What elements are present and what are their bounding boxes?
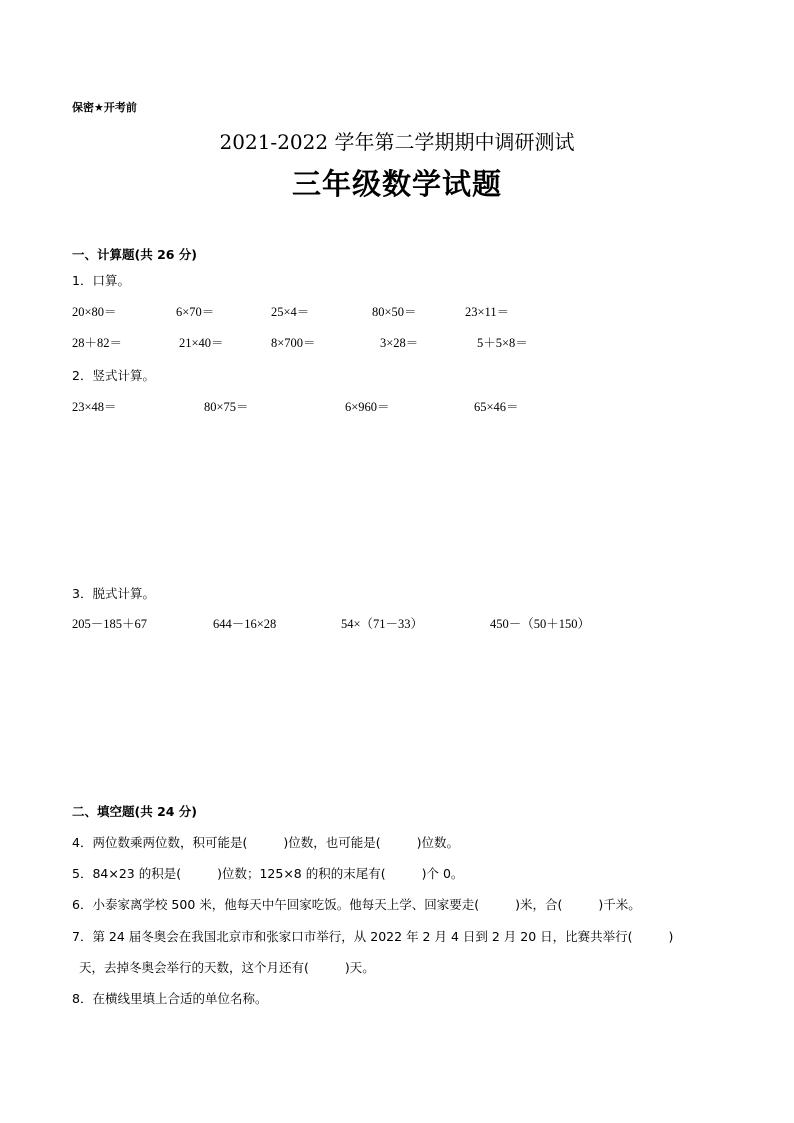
q6-text-a: 6．小泰家离学校 500 米，他每天中午回家吃饭。他每天上学、回家要走( bbox=[72, 897, 480, 912]
vertical-calc-item: 80×75＝ bbox=[204, 400, 249, 414]
q5-text-a: 5．84×23 的积是( bbox=[72, 866, 182, 881]
q3-label: 3．脱式计算。 bbox=[72, 586, 155, 601]
q7-line-2 bbox=[79, 958, 375, 976]
q4-text-a: 4．两位数乘两位数，积可能是( bbox=[72, 835, 248, 850]
q2-label: 2．竖式计算。 bbox=[72, 368, 155, 383]
section-1-heading: 一、计算题(共 26 分) bbox=[72, 247, 198, 262]
q8-label: 8．在横线里填上合适的单位名称。 bbox=[72, 991, 268, 1006]
q7-line-1 bbox=[72, 927, 673, 945]
oral-calc-item: 20×80＝ bbox=[72, 305, 117, 319]
q6 bbox=[72, 895, 641, 913]
q4 bbox=[72, 833, 459, 851]
oral-calc-item: 6×70＝ bbox=[176, 305, 215, 319]
q6-text-b: )米，合( bbox=[515, 897, 563, 912]
q6-text-c: )千米。 bbox=[598, 897, 641, 912]
q7-text-d: )天。 bbox=[344, 960, 375, 975]
oral-calc-item: 23×11＝ bbox=[465, 305, 510, 319]
q7-text-a: 7．第 24 届冬奥会在我国北京市和张家口市举行，从 2022 年 2 月 4 日到 2 月 20 日，比赛共举行( bbox=[72, 929, 633, 944]
vertical-calc-item: 23×48＝ bbox=[72, 400, 117, 414]
vertical-calc-item: 65×46＝ bbox=[474, 400, 519, 414]
stepwise-calc-item: 54×（71－33） bbox=[341, 617, 424, 631]
q5 bbox=[72, 864, 463, 882]
q7-text-b: ) bbox=[668, 929, 674, 944]
stepwise-calc-item: 205－185＋67 bbox=[72, 617, 148, 631]
q7-text-c: 天，去掉冬奥会举行的天数，这个月还有( bbox=[79, 960, 309, 975]
q1-label: 1．口算。 bbox=[72, 273, 130, 288]
oral-calc-item: 3×28＝ bbox=[380, 336, 419, 350]
vertical-calc-item: 6×960＝ bbox=[345, 400, 390, 414]
oral-calc-item: 25×4＝ bbox=[271, 305, 310, 319]
oral-calc-item: 21×40＝ bbox=[179, 336, 224, 350]
q5-text-b: )位数；125×8 的积的末尾有( bbox=[217, 866, 386, 881]
confidential-label: 保密★开考前 bbox=[72, 101, 137, 114]
exam-subtitle: 三年级数学试题 bbox=[291, 167, 502, 201]
q5-text-c: )个 0。 bbox=[421, 866, 464, 881]
section-2-heading: 二、填空题(共 24 分) bbox=[72, 804, 198, 819]
oral-calc-item: 5＋5×8＝ bbox=[477, 336, 528, 350]
oral-calc-item: 8×700＝ bbox=[271, 336, 316, 350]
oral-calc-item: 28＋82＝ bbox=[72, 336, 123, 350]
stepwise-calc-item: 644－16×28 bbox=[213, 617, 277, 631]
stepwise-calc-item: 450－（50＋150） bbox=[490, 617, 591, 631]
q4-text-b: )位数，也可能是( bbox=[283, 835, 381, 850]
exam-title: 2021-2022 学年第二学期期中调研测试 bbox=[219, 130, 575, 154]
q4-text-c: )位数。 bbox=[416, 835, 459, 850]
oral-calc-item: 80×50＝ bbox=[372, 305, 417, 319]
